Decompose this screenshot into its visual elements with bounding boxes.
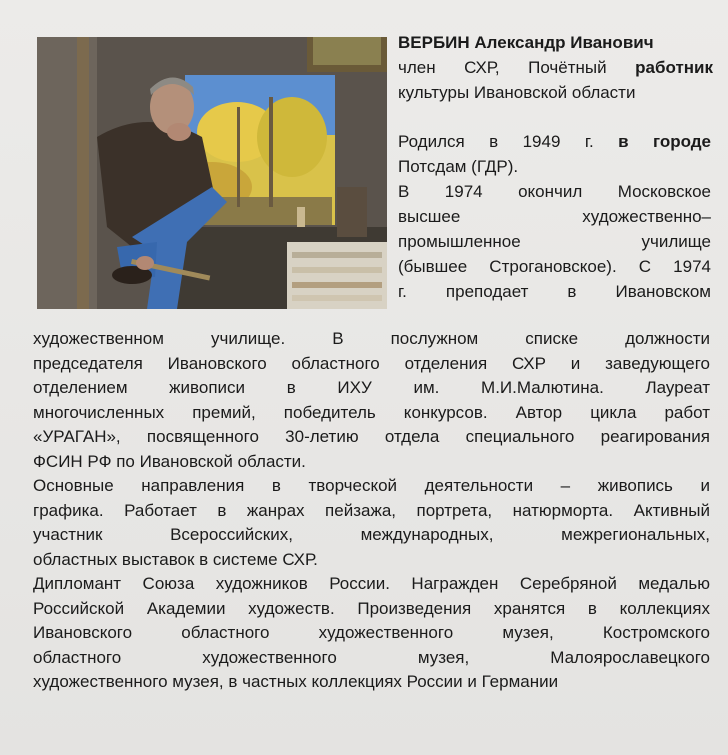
bio-line: (бывшее Строгановское). С 1974 [398, 257, 711, 276]
title-text: член СХР, Почётный [398, 58, 607, 77]
bio-line: Ивановского областного художественного музея, Костромского [33, 623, 710, 642]
bio-line: областного художественного музея, Малоярославецкого [33, 647, 710, 667]
bio-full-text [33, 327, 710, 695]
portrait-photo-icon [37, 37, 387, 309]
bio-line: отделением живописи в ИХУ им. М.И.Малютина. Лауреат [33, 378, 710, 397]
artist-title-line-1 [398, 55, 713, 80]
bio-line: графика. Работает в жанрах пейзажа, портрета, натюрморта. Активный [33, 500, 710, 520]
artist-name: ВЕРБИН Александр Иванович [398, 33, 654, 52]
bio-line: участник Всероссийских, международных, межрегиональных, [33, 525, 710, 544]
bio-line: «УРАГАН», посвященного 30-летию отдела специального реагирования [33, 427, 710, 446]
bio-line: Потсдам (ГДР). [398, 157, 519, 176]
bio-line: высшее художественно– [398, 207, 711, 226]
bio-side-text [398, 129, 711, 304]
bio-line: Российской Академии художеств. Произведения хранятся в коллекциях [33, 598, 710, 618]
bio-line: художественном училище. В послужном списке должности [33, 329, 710, 348]
bio-line: промышленное училище [398, 232, 711, 251]
bio-line: художественного музея, в частных коллекциях России и Германии [33, 672, 559, 691]
bio-line: г. преподает в Ивановском [398, 282, 711, 301]
bio-line: областных выставок в системе СХР. [33, 549, 318, 569]
bio-line: ФСИН РФ по Ивановской области. [33, 451, 306, 471]
bio-header [398, 30, 713, 105]
bio-line: Основные направления в творческой деятельности – живопись и [33, 476, 710, 495]
bio-line: В 1974 окончил Московское [398, 182, 711, 201]
bio-line: председателя Ивановского областного отделения СХР и заведующего [33, 353, 710, 373]
artist-title-line-2: культуры Ивановской области [398, 83, 636, 102]
bio-line: многочисленных премий, победитель конкурсов. Автор цикла работ [33, 402, 710, 422]
bio-line: Дипломант Союза художников России. Награжден Серебряной медалью [33, 574, 710, 593]
bio-line [398, 129, 711, 154]
title-bold-text: работник [635, 58, 713, 77]
bio-bold-text: в городе [618, 132, 711, 151]
bio-text: Родился в 1949 г. [398, 132, 594, 151]
artist-portrait-photo [37, 37, 387, 309]
